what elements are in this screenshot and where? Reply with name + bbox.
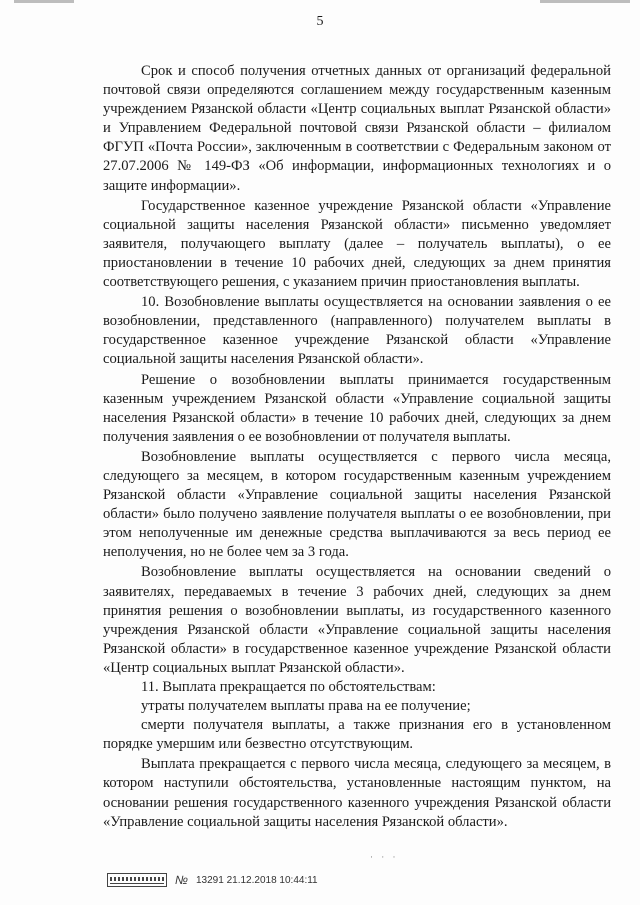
scan-artifact xyxy=(540,0,630,3)
number-sign: № xyxy=(175,873,188,887)
scan-specks: · · · xyxy=(370,852,399,862)
paragraph: Решение о возобновлении выплаты принимается государственным казенным учреждением Рязанской области «Управление социальной защиты населения Рязанской области» в течение 10 рабочих дней, следующих за днем получения заявления о ее возобновлении от получателя выплаты. xyxy=(103,371,611,445)
registration-info: 13291 21.12.2018 10:44:11 xyxy=(196,874,318,886)
paragraph: Срок и способ получения отчетных данных от организаций федеральной почтовой связи определяются соглашением между государственным казенным учреждением Рязанской области «Центр социальных выплат Рязанской области» и Управлением Федеральной почтовой связи Рязанской области – филиалом ФГУП «Почта России», заключенным в соответствии с Федеральным законом от 27.07.2006 № 149-ФЗ «Об информации, информационных технологиях и о защите информации». xyxy=(103,63,611,194)
paragraph: 10. Возобновление выплаты осуществляется на основании заявления о ее возобновлении, представленного (направленного) получателем выплаты в государственное казенное учреждение Рязанской области «Управление социальной защиты населения Рязанской области». xyxy=(103,294,611,368)
paragraph: Государственное казенное учреждение Рязанской области «Управление социальной защиты населения Рязанской области» письменно уведомляет заявителя, получающего выплату (далее – получатель выплаты), о ее приостановлении в течение 10 рабочих дней, следующих за днем принятия соответствующего решения, с указанием причин приостановления выплаты. xyxy=(103,197,611,291)
paragraph: 11. Выплата прекращается по обстоятельствам: xyxy=(141,679,436,695)
page-number: 5 xyxy=(316,14,324,29)
document-body xyxy=(103,62,611,832)
paragraph: Возобновление выплаты осуществляется на основании сведений о заявителях, передаваемых в течение 3 рабочих дней, следующих за днем принятия решения о возобновлении выплаты, из государственного казенного учреждения Рязанской области «Управление социальной защиты населения Рязанской области» в государственное казенное учреждение Рязанской области «Центр социальных выплат Рязанской области». xyxy=(103,564,611,676)
paragraph: Выплата прекращается с первого числа месяца, следующего за месяцем, в котором наступили обстоятельства, установленные настоящим пунктом, на основании решения государственного казенного учреждения Рязанской области «Управление социальной защиты населения Рязанской области». xyxy=(103,756,611,830)
paragraph: Возобновление выплаты осуществляется с первого числа месяца, следующего за месяцем, в котором государственным казенным учреждением Рязанской области «Управление социальной защиты населения Рязанской области» было получено заявление получателя выплаты о ее возобновлении, при этом неполученные им денежные средства выплачиваются за весь период ее неполучения, но не более чем за 3 года. xyxy=(103,448,611,561)
government-stamp-icon xyxy=(107,873,167,887)
list-item: утраты получателем выплаты права на ее получение; xyxy=(141,698,471,715)
document-footer xyxy=(107,870,318,890)
scan-artifact xyxy=(14,0,74,3)
list-item: смерти получателя выплаты, а также признания его в установленном порядке умершим или безвестно отсутствующим. xyxy=(103,717,611,753)
